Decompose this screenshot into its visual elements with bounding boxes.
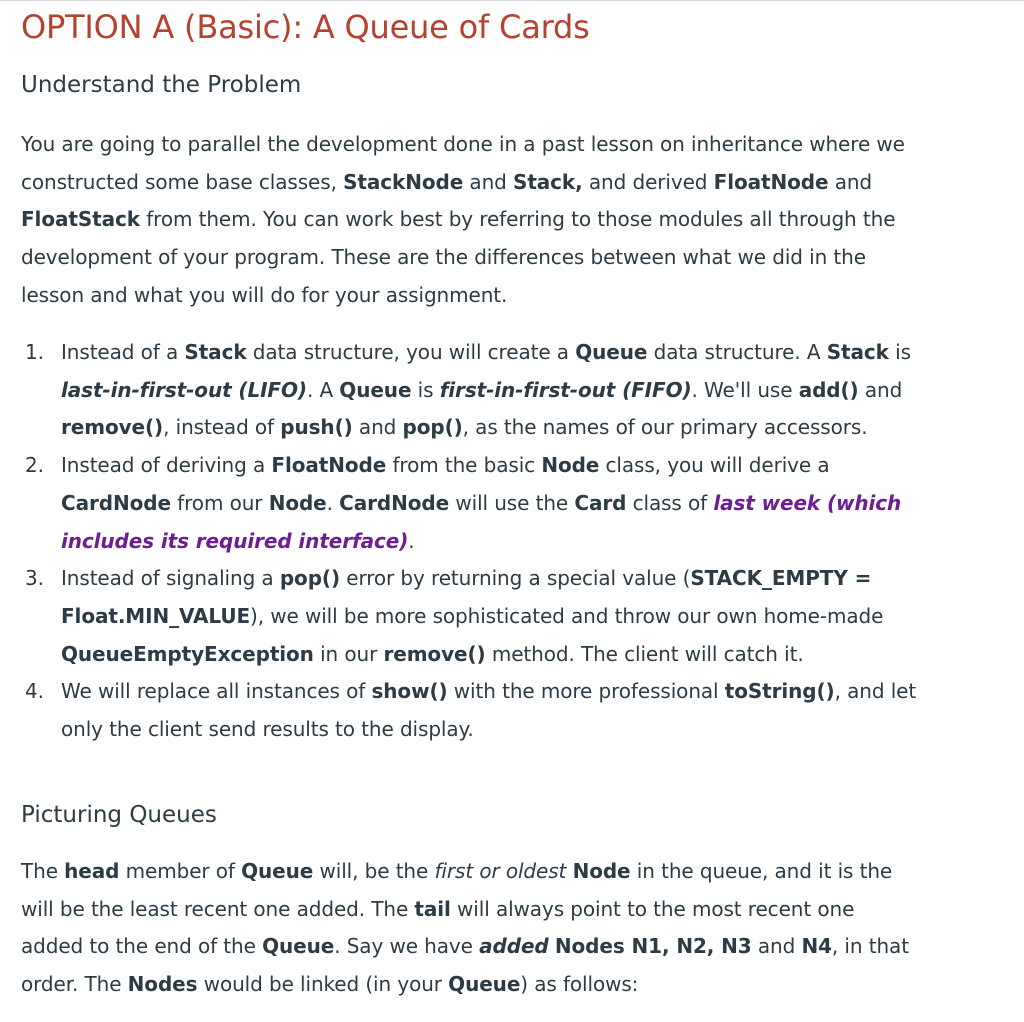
section-heading-picturing: Picturing Queues <box>21 802 217 828</box>
list-item: 2. Instead of deriving a FloatNode from the basic Node class, you will derive a CardNode from our Node. CardNode will use the Card class of last week (which includes its required interface). <box>25 453 902 553</box>
top-divider <box>0 0 1024 1</box>
last-week-link[interactable]: last week (which includes its required interface) <box>61 490 902 553</box>
differences-list <box>21 334 921 749</box>
queue-paragraph: The head member of Queue will, be the first or oldest Node in the queue, and it is the will be the least recent one added. The tail will always point to the most recent one added to the end of the Queue. Say we have added Nodes N1, N2, N3 and N4, in that order. The Nodes would be linked (in your Queue) as follows: <box>21 859 909 997</box>
page-title: OPTION A (Basic): A Queue of Cards <box>21 8 590 46</box>
list-item: 1. Instead of a Stack data structure, you will create a Queue data structure. A Stack is last-in-first-out (LIFO). A Queue is first-in-first-out (FIFO). We'll use add() and remove(), instead of push() and pop(), as the names of our primary accessors. <box>25 340 911 440</box>
intro-paragraph: You are going to parallel the development done in a past lesson on inheritance where we constructed some base classes, StackNode and Stack, and derived FloatNode and FloatStack from them. You can work best by referring to those modules all through the development of your program. These are the differences between what we did in the lesson and what you will do for your assignment. <box>21 132 905 307</box>
list-item: 3. Instead of signaling a pop() error by returning a special value (STACK_EMPTY = Float.MIN_VALUE), we will be more sophisticated and throw our own home-made QueueEmptyException in our remove() method. The client will catch it. <box>25 566 884 666</box>
list-item: 4. We will replace all instances of show() with the more professional toString(), and let only the client send results to the display. <box>25 679 917 742</box>
section-heading-understand: Understand the Problem <box>21 72 302 98</box>
